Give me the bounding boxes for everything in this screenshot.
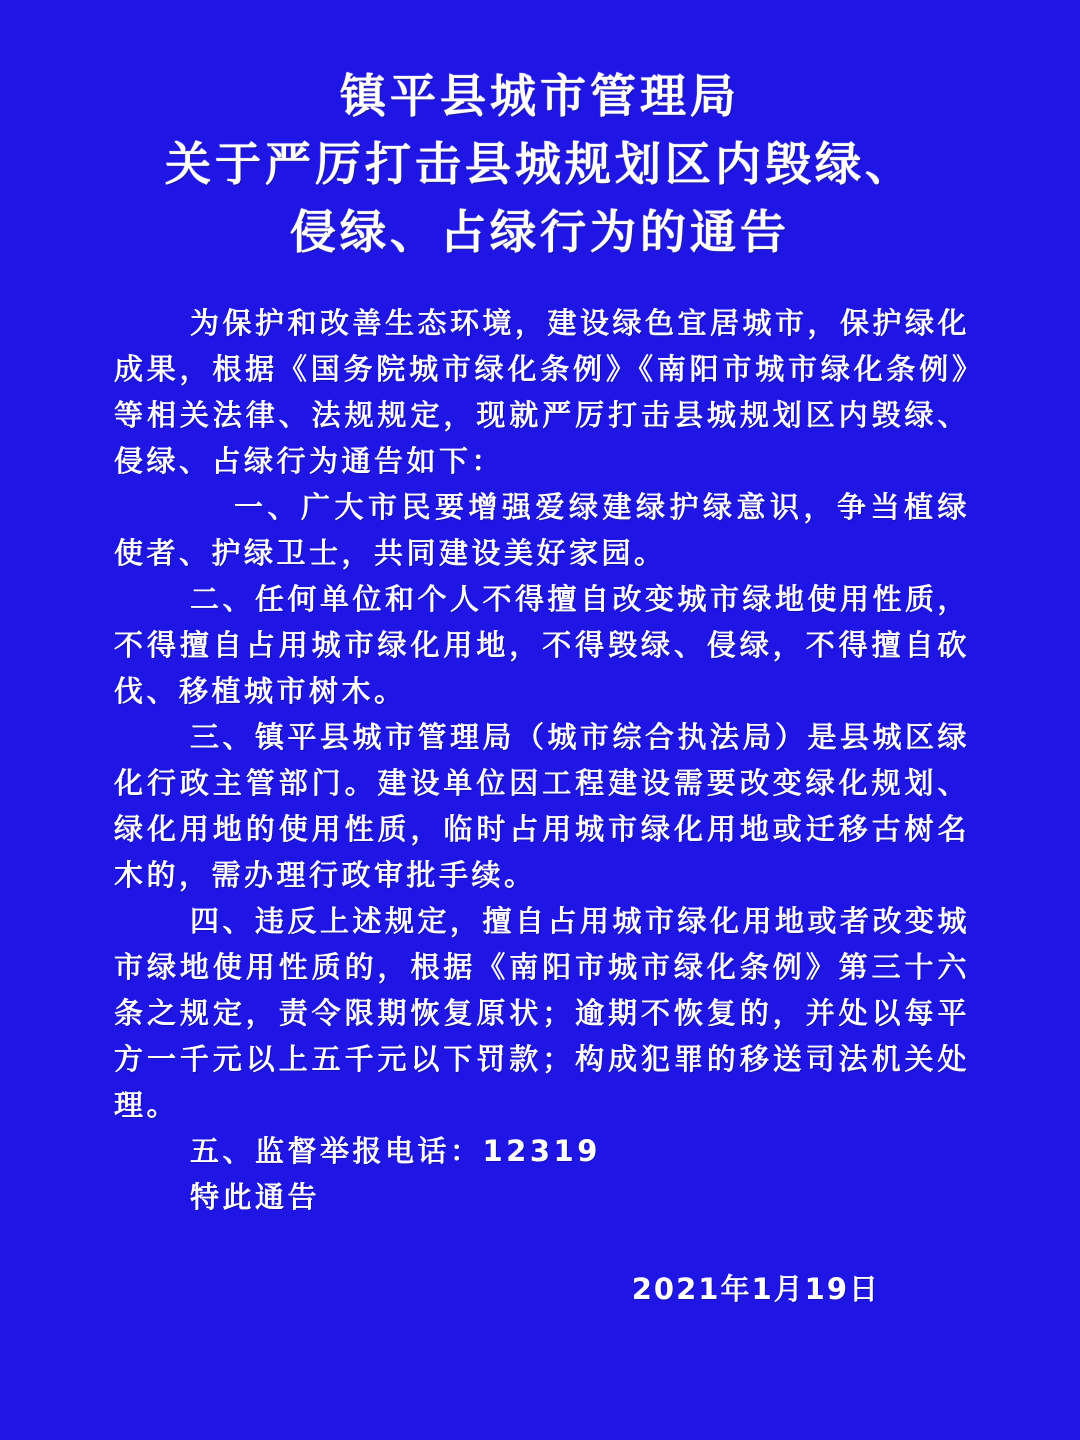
item-5-hotline: 五、监督举报电话：12319	[190, 1134, 601, 1168]
notice-title	[60, 62, 1020, 266]
item-3-paragraph: 三、镇平县城市管理局（城市综合执法局）是县城区绿化行政主管部门。建设单位因工程建设需要改变绿化规划、绿化用地的使用性质，临时占用城市绿化用地或迁移古树名木的，需办理行政审批手续。	[114, 720, 971, 892]
title-line-2: 关于严厉打击县城规划区内毁绿、	[165, 137, 915, 191]
item-1-paragraph: 一、广大市民要增强爱绿建绿护绿意识，争当植绿使者、护绿卫士，共同建设美好家园。	[114, 490, 970, 570]
intro-paragraph: 为保护和改善生态环境，建设绿色宜居城市，保护绿化成果，根据《国务院城市绿化条例》《南阳市城市绿化条例》等相关法律、法规规定，现就严厉打击县城规划区内毁绿、侵绿、占绿行为通告如下：	[114, 306, 971, 478]
item-4-paragraph: 四、违反上述规定，擅自占用城市绿化用地或者改变城市绿地使用性质的，根据《南阳市城市绿化条例》第三十六条之规定，责令限期恢复原状；逾期不恢复的，并处以每平方一千元以上五千元以下罚款；构成犯罪的移送司法机关处理。	[114, 904, 971, 1122]
item-2-paragraph: 二、任何单位和个人不得擅自改变城市绿地使用性质，不得擅自占用城市绿化用地，不得毁绿、侵绿，不得擅自砍伐、移植城市树木。	[114, 582, 971, 708]
notice-date: 2021年1月19日	[631, 1272, 880, 1306]
notice-body	[114, 300, 970, 1220]
title-line-3: 侵绿、占绿行为的通告	[290, 205, 790, 259]
closing-text: 特此通告	[190, 1180, 321, 1214]
title-line-1: 镇平县城市管理局	[340, 69, 740, 123]
